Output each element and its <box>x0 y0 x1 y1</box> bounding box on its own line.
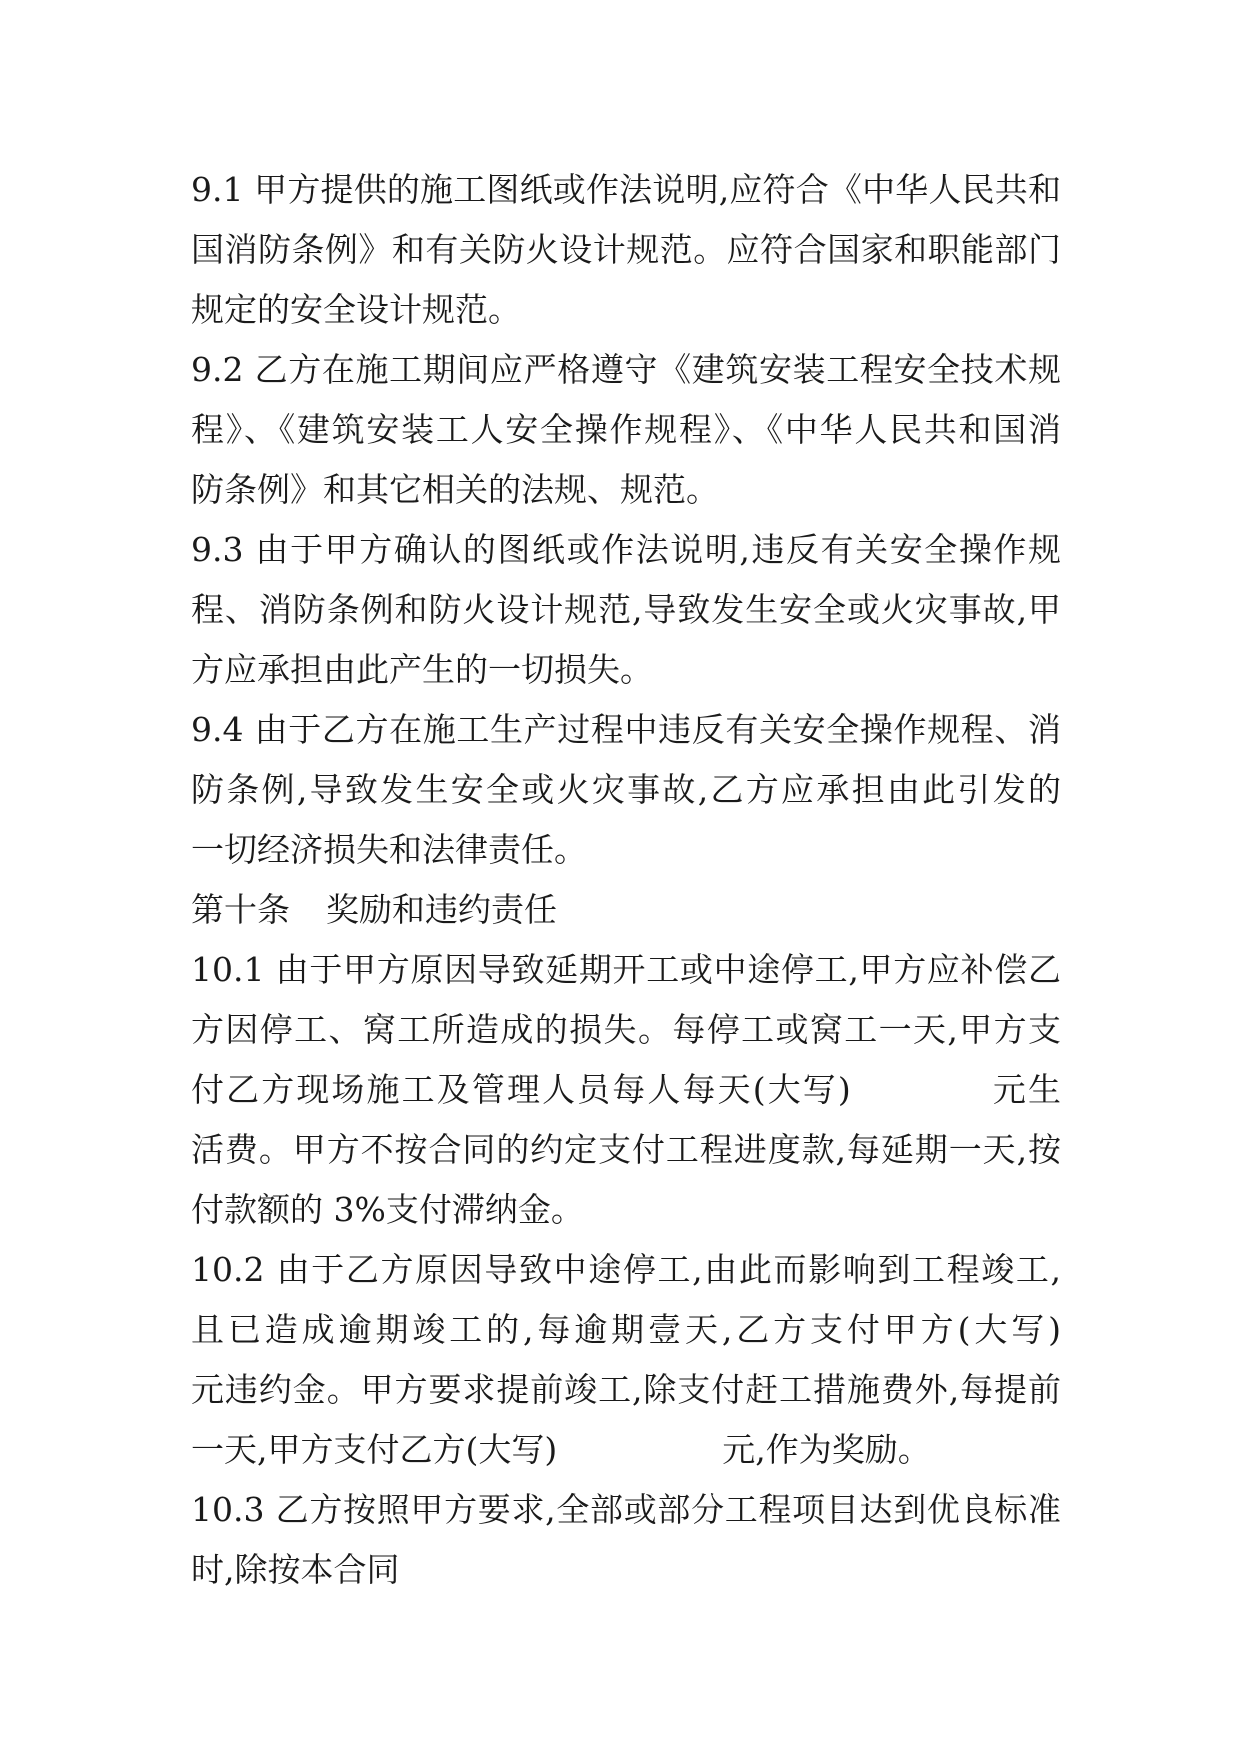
clause-10-1-line-4: 活费。甲方不按合同的约定支付工程进度款,每延期一天,按 <box>191 1130 1061 1169</box>
clause-9-1-line-2: 国消防条例》和有关防火设计规范。应符合国家和职能部门 <box>191 230 1061 269</box>
clause-10-2-line-4-tail: 元,作为奖励。 <box>722 1430 931 1469</box>
clause-10-3-line-1: 10.3 乙方按照甲方要求,全部或部分工程项目达到优良标准 <box>191 1490 1061 1529</box>
clause-10-1-line-3 <box>191 1060 1061 1120</box>
clause-10-1-line-3-tail: 元生 <box>990 1070 1062 1109</box>
clause-10-3-line-2: 时,除按本合同 <box>191 1550 400 1589</box>
document-body <box>191 160 1061 1600</box>
clause-10-2-line-3: 元违约金。甲方要求提前竣工,除支付赶工措施费外,每提前 <box>191 1370 1061 1409</box>
clause-9-3-line-2: 程、消防条例和防火设计规范,导致发生安全或火灾事故,甲 <box>191 590 1061 629</box>
clause-9-2-line-1: 9.2 乙方在施工期间应严格遵守《建筑安装工程安全技术规 <box>191 350 1061 389</box>
clause-9-2-line-2: 程》、《建筑安装工人安全操作规程》、《中华人民共和国消 <box>191 410 1061 449</box>
clause-10-2-line-1: 10.2 由于乙方原因导致中途停工,由此而影响到工程竣工, <box>191 1250 1061 1289</box>
clause-10-1-line-1: 10.1 由于甲方原因导致延期开工或中途停工,甲方应补偿乙 <box>191 950 1061 989</box>
clause-10-1-line-5: 付款额的 3%支付滞纳金。 <box>191 1190 584 1229</box>
clause-10-1-line-3-text: 付乙方现场施工及管理人员每人每天(大写) <box>191 1070 851 1109</box>
article-10-title: 奖励和违约责任 <box>326 890 557 929</box>
clause-10-2-line-4-text: 一天,甲方支付乙方(大写) <box>191 1430 558 1469</box>
clause-10-2-line-2: 且已造成逾期竣工的,每逾期壹天,乙方支付甲方(大写) <box>191 1310 1061 1349</box>
article-10-number: 第十条 <box>191 890 290 929</box>
clause-9-1-line-3: 规定的安全设计规范。 <box>191 290 521 329</box>
clause-10-2-line-4 <box>191 1420 1061 1480</box>
clause-9-3-line-3: 方应承担由此产生的一切损失。 <box>191 650 653 689</box>
clause-9-4-line-2: 防条例,导致发生安全或火灾事故,乙方应承担由此引发的 <box>191 770 1061 809</box>
clause-9-4-line-3: 一切经济损失和法律责任。 <box>191 830 587 869</box>
clause-9-3-line-1: 9.3 由于甲方确认的图纸或作法说明,违反有关安全操作规 <box>191 530 1061 569</box>
clause-10-1-line-2: 方因停工、窝工所造成的损失。每停工或窝工一天,甲方支 <box>191 1010 1061 1049</box>
clause-9-2-line-3: 防条例》和其它相关的法规、规范。 <box>191 470 719 509</box>
article-10-heading <box>191 880 1061 940</box>
clause-9-4-line-1: 9.4 由于乙方在施工生产过程中违反有关安全操作规程、消 <box>191 710 1061 749</box>
clause-9-1-line-1: 9.1 甲方提供的施工图纸或作法说明,应符合《中华人民共和 <box>191 170 1061 209</box>
